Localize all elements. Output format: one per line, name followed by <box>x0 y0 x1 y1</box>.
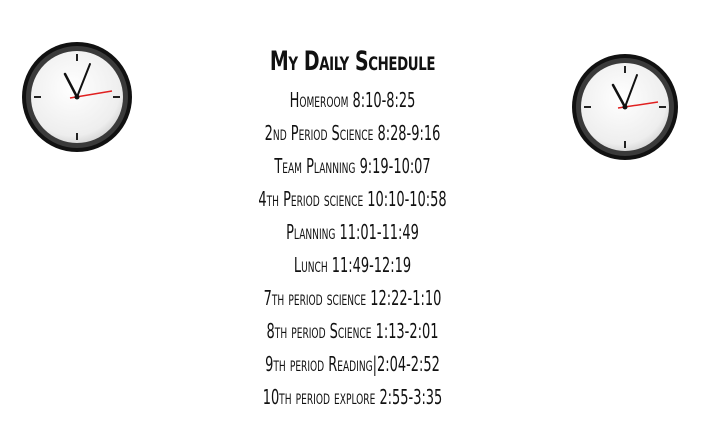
schedule-item: 2nd Period Science 8:28-9:16 <box>264 121 441 145</box>
clock-icon <box>570 52 680 162</box>
schedule-block <box>150 40 555 414</box>
schedule-title: My Daily Schedule <box>269 46 436 77</box>
schedule-item: Team Planning 9:19-10:07 <box>274 154 431 178</box>
schedule-item: 10th period explore 2:55-3:35 <box>262 385 443 409</box>
clock-icon-right <box>570 52 680 162</box>
schedule-item: 8th period Science 1:13-2:01 <box>266 319 439 343</box>
schedule-item: 4th Period science 10:10-10:58 <box>258 187 447 211</box>
schedule-item: Planning 11:01-11:49 <box>286 220 419 244</box>
clock-icon-left <box>20 40 134 154</box>
schedule-item: 9th period Reading|2:04-2:52 <box>265 352 440 376</box>
schedule-item: 7th period science 12:22-1:10 <box>263 286 442 310</box>
schedule-item: Homeroom 8:10-8:25 <box>289 88 416 112</box>
schedule-item: Lunch 11:49-12:19 <box>293 253 412 277</box>
clock-icon <box>20 40 134 154</box>
